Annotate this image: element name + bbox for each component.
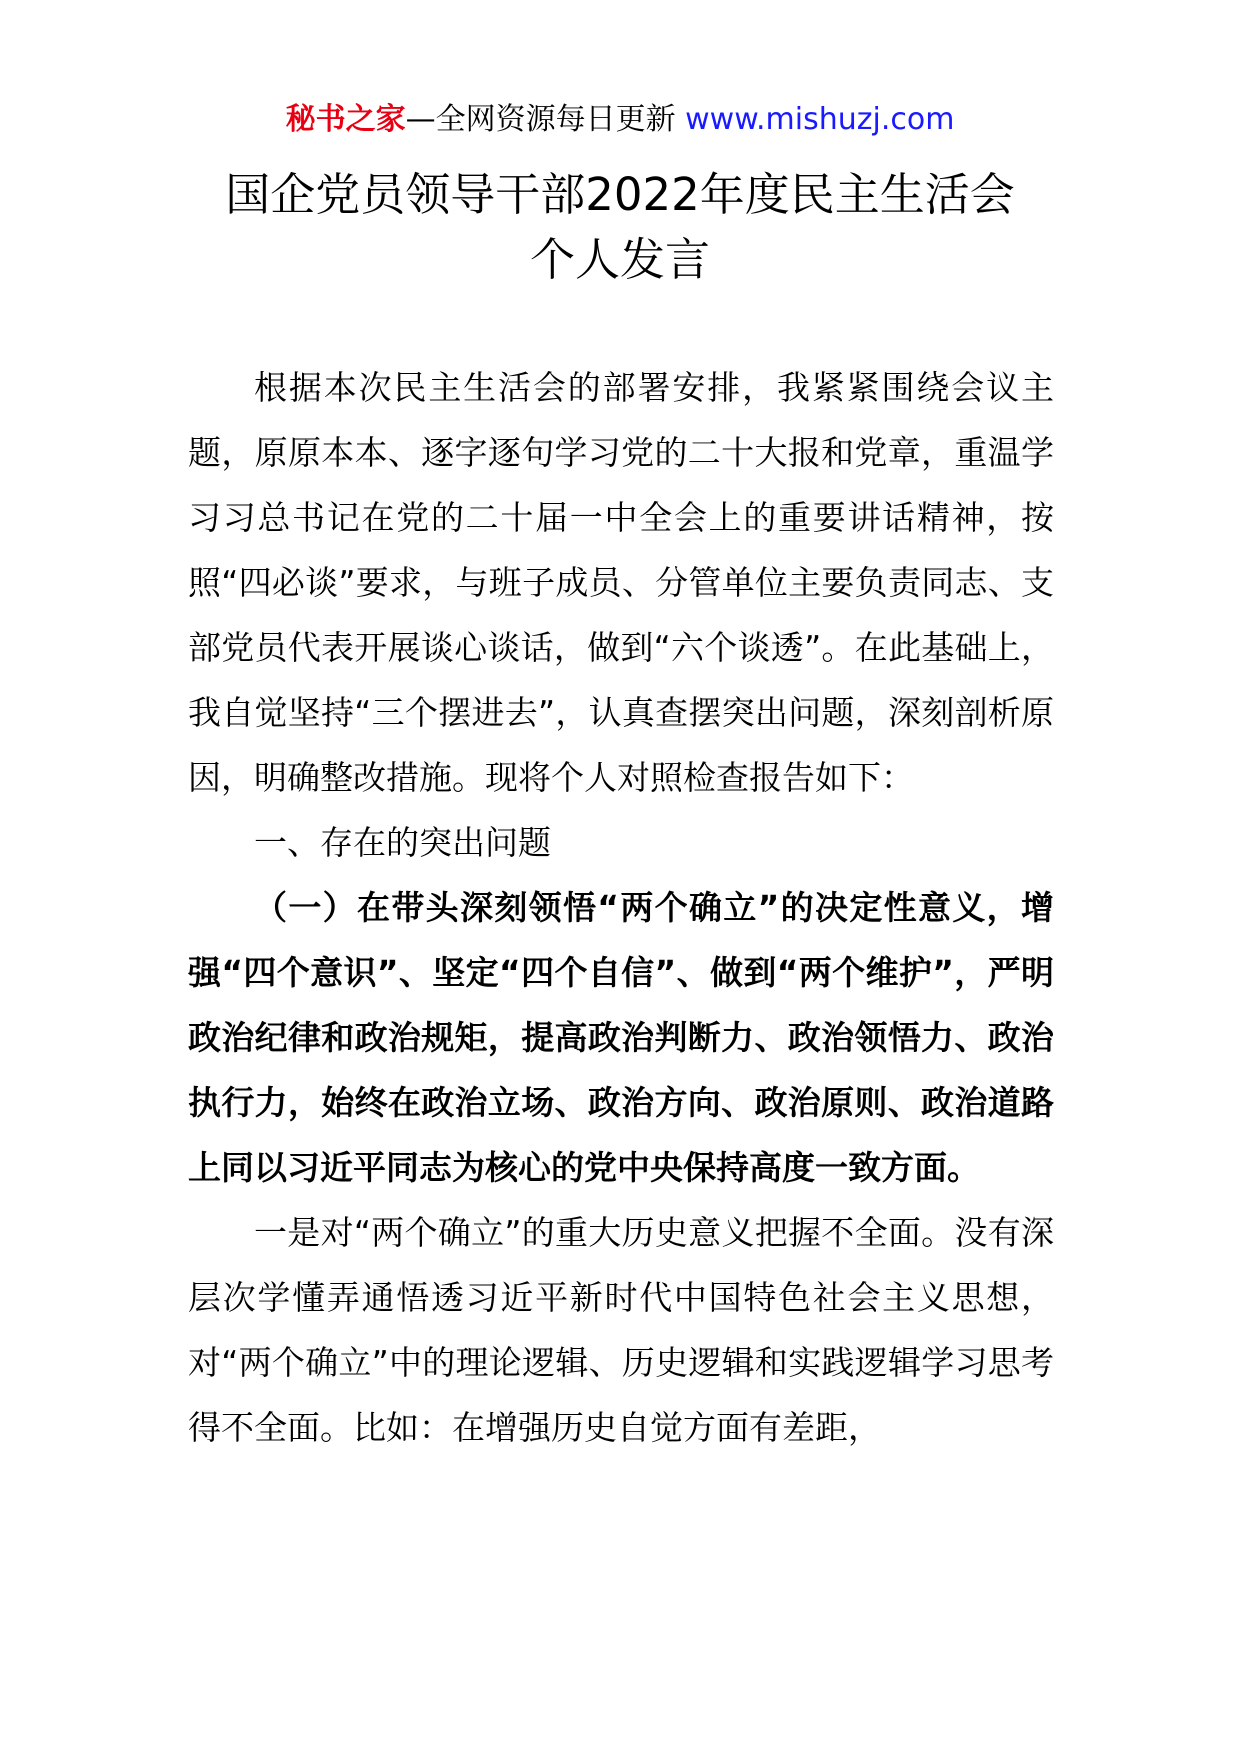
intro-paragraph: 根据本次民主生活会的部署安排，我紧紧围绕会议主题，原原本本、逐字逐句学习党的二十大报和党章，重温学习习总书记在党的二十届一中全会上的重要讲话精神，按照“四必谈”要求，与班子成员、分管单位主要负责同志、支部党员代表开展谈心谈话，做到“六个谈透”。在此基础上，我自觉坚持“三个摆进去”，认真查摆突出问题，深刻剖析原因，明确整改措施。现将个人对照检查报告如下： bbox=[188, 368, 1054, 797]
site-banner bbox=[0, 100, 1240, 140]
banner-tagline: —全网资源每日更新 bbox=[405, 102, 686, 137]
document-title-line1: 国企党员领导干部2022年度民主生活会 bbox=[225, 168, 1015, 221]
body-paragraph: 一是对“两个确立”的重大历史意义把握不全面。没有深层次学懂弄通悟透习近平新时代中国特色社会主义思想，对“两个确立”中的理论逻辑、历史逻辑和实践逻辑学习思考得不全面。比如：在增强历史自觉方面有差距， bbox=[188, 1213, 1054, 1447]
document-title-line2: 个人发言 bbox=[529, 233, 710, 286]
brand-name: 秘书之家 bbox=[285, 102, 406, 137]
site-url-link[interactable]: www.mishuzj.com bbox=[685, 102, 955, 137]
subsection-heading: （一）在带头深刻领悟“两个确立”的决定性意义，增强“四个意识”、坚定“四个自信”、做到“两个维护”，严明政治纪律和政治规矩，提高政治判断力、政治领悟力、政治执行力，始终在政治立场、政治方向、政治原则、政治道路上同以习近平同志为核心的党中央保持高度一致方面。 bbox=[188, 888, 1054, 1187]
document-body bbox=[188, 355, 1054, 1460]
section-heading: 一、存在的突出问题 bbox=[254, 823, 551, 862]
